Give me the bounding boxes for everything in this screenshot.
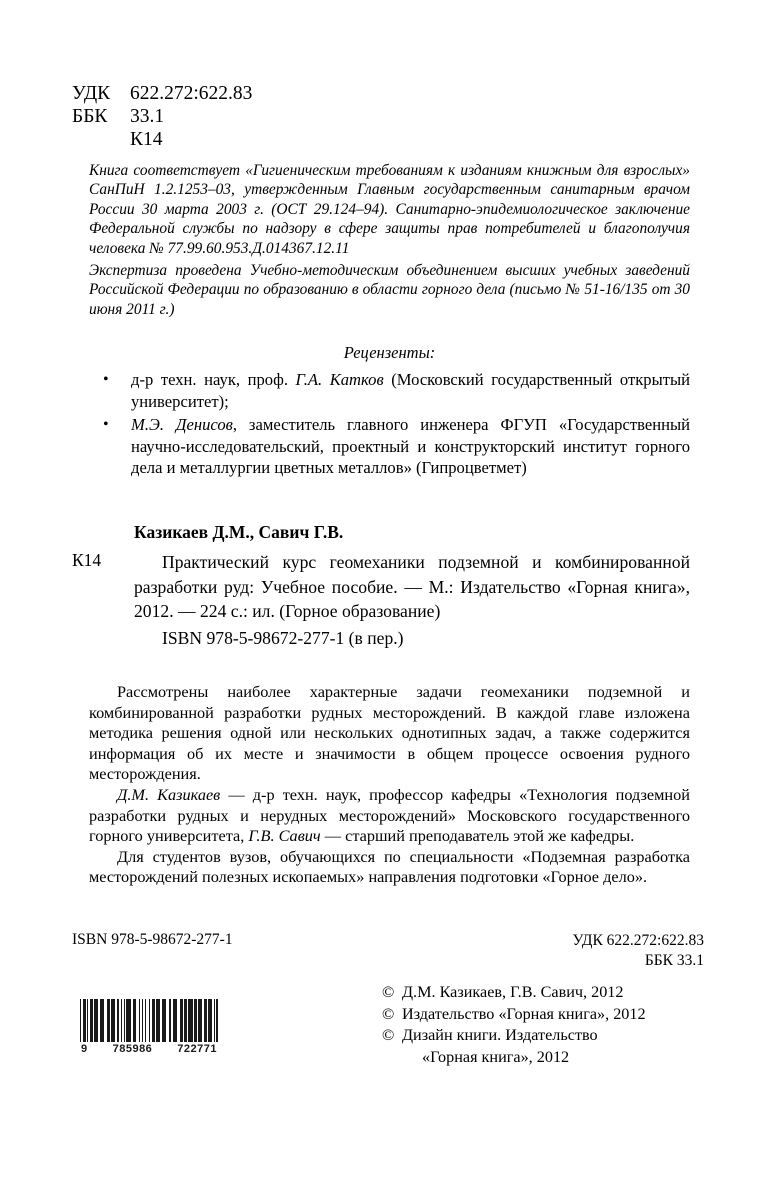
barcode-digits-group-2: 722771: [177, 1043, 217, 1055]
barcode-digits-group-1: 785986: [112, 1043, 153, 1055]
annotation-paragraph-2: [89, 785, 690, 847]
barcode-digits: [80, 1043, 218, 1055]
copyright-line-2-text: Издательство «Горная книга», 2012: [402, 1004, 646, 1023]
udk-row: [72, 82, 252, 105]
classification-block: [72, 82, 252, 151]
reviewers-list: [89, 369, 690, 479]
reviewer-1-suffix: (Московский государственный открытый университет);: [131, 370, 690, 411]
certification-paragraph-1: Книга соответствует «Гигиеническим требованиям к изданиям книжным для взрослых» СанПиН 1.2.1253–03, утвержденным Главным государственным санитарным врачом России 30 марта 2003 г. (ОСТ 29.124–94). Санитарно-эпидемиологическое заключение Федеральной службы по надзору в сфере защиты прав потребителей и благополучия человека № 77.99.60.953.Д.014367.12.11: [89, 162, 690, 257]
udk-label: УДК: [72, 83, 111, 104]
bbk-value: 33.1: [130, 106, 165, 127]
reviewer-item-1: [89, 369, 690, 412]
bibliographic-code: К14: [72, 550, 102, 570]
copyright-line-3: [382, 1025, 646, 1068]
isbn-barcode: [80, 999, 218, 1055]
bbk-row: [72, 105, 252, 128]
annotation-author-1: Д.М. Казикаев: [117, 784, 221, 804]
copyright-line-1-text: Д.М. Казикаев, Г.В. Савич, 2012: [402, 983, 624, 1001]
classification-code: К14: [130, 129, 163, 150]
barcode-bars: [80, 999, 218, 1042]
annotation-paragraph-2-mid: — д-р техн. наук, профессор кафедры «Технология подземной разработки рудных и нерудных месторождений» Московского государственного горного университета,: [89, 784, 690, 846]
annotation-paragraph-3: Для студентов вузов, обучающихся по специальности «Подземная разработка месторождений полезных ископаемых» направления подготовки «Горное дело».: [89, 846, 690, 887]
bibliographic-description: Практический курс геомеханики подземной и комбинированной разработки руд: Учебное пособие. — М.: Издательство «Горная книга», 2012. — 224 с.: ил. (Горное образование): [134, 552, 690, 622]
barcode-digit-checkleft: 9: [81, 1043, 88, 1055]
annotation-block: [89, 682, 690, 888]
footer-isbn: ISBN 978-5-98672-277-1: [72, 931, 233, 948]
footer-udk: УДК 622.272:622.83: [572, 932, 704, 949]
bbk-label: ББК: [72, 106, 108, 127]
copyright-line-3-continuation: «Горная книга», 2012: [422, 1047, 570, 1066]
copyright-icon: ©: [382, 1026, 395, 1044]
copyright-block: [382, 982, 646, 1068]
footer-classification: [572, 931, 704, 971]
annotation-paragraph-2-end: — старший преподаватель этой же кафедры.: [320, 826, 635, 846]
reviewers-title: Рецензенты:: [343, 343, 436, 362]
copyright-icon: ©: [382, 983, 395, 1001]
bullet-icon: •: [103, 416, 109, 433]
annotation-paragraph-1: Рассмотрены наиболее характерные задачи геомеханики подземной и комбинированной разработки рудных месторождений. В каждой главе изложена методика решения одной или нескольких однотипных задач, а также содержится информация об их месте и значимости в общем процессе освоения рудного месторождения.: [89, 682, 690, 784]
copyright-line-1: [382, 982, 646, 1004]
certification-paragraph-2: Экспертиза проведена Учебно-методическим объединением высших учебных заведений Российской Федерации по образованию в области горного дела (письмо № 51-16/135 от 30 июня 2011 г.): [89, 262, 690, 318]
certification-block: [89, 161, 690, 319]
reviewer-2-name: М.Э. Денисов: [131, 415, 233, 434]
udk-value: 622.272:622.83: [130, 83, 253, 104]
reviewer-1-name: Г.А. Катков: [295, 370, 384, 389]
bibliographic-isbn: ISBN 978-5-98672-277-1 (в пер.): [162, 627, 404, 648]
reviewer-1-prefix: д-р техн. наук, проф.: [131, 370, 296, 389]
copyright-line-3-text: Дизайн книги. Издательство: [402, 1026, 598, 1044]
reviewer-item-2: [89, 414, 690, 479]
footer-bbk: ББК 33.1: [644, 952, 704, 969]
bibliographic-authors: Казикаев Д.М., Савич Г.В.: [134, 522, 344, 542]
copyright-icon: ©: [382, 1004, 395, 1023]
bibliographic-body: [134, 550, 690, 650]
annotation-author-2: Г.В. Савич: [248, 826, 321, 846]
reviewer-2-suffix: , заместитель главного инженера ФГУП «Государственный научно-исследовательский, проектный и конструкторский институт горного дела и металлургии цветных металлов» (Гипроцветмет): [131, 415, 690, 477]
bullet-icon: •: [103, 371, 109, 388]
copyright-line-2: [382, 1004, 646, 1026]
